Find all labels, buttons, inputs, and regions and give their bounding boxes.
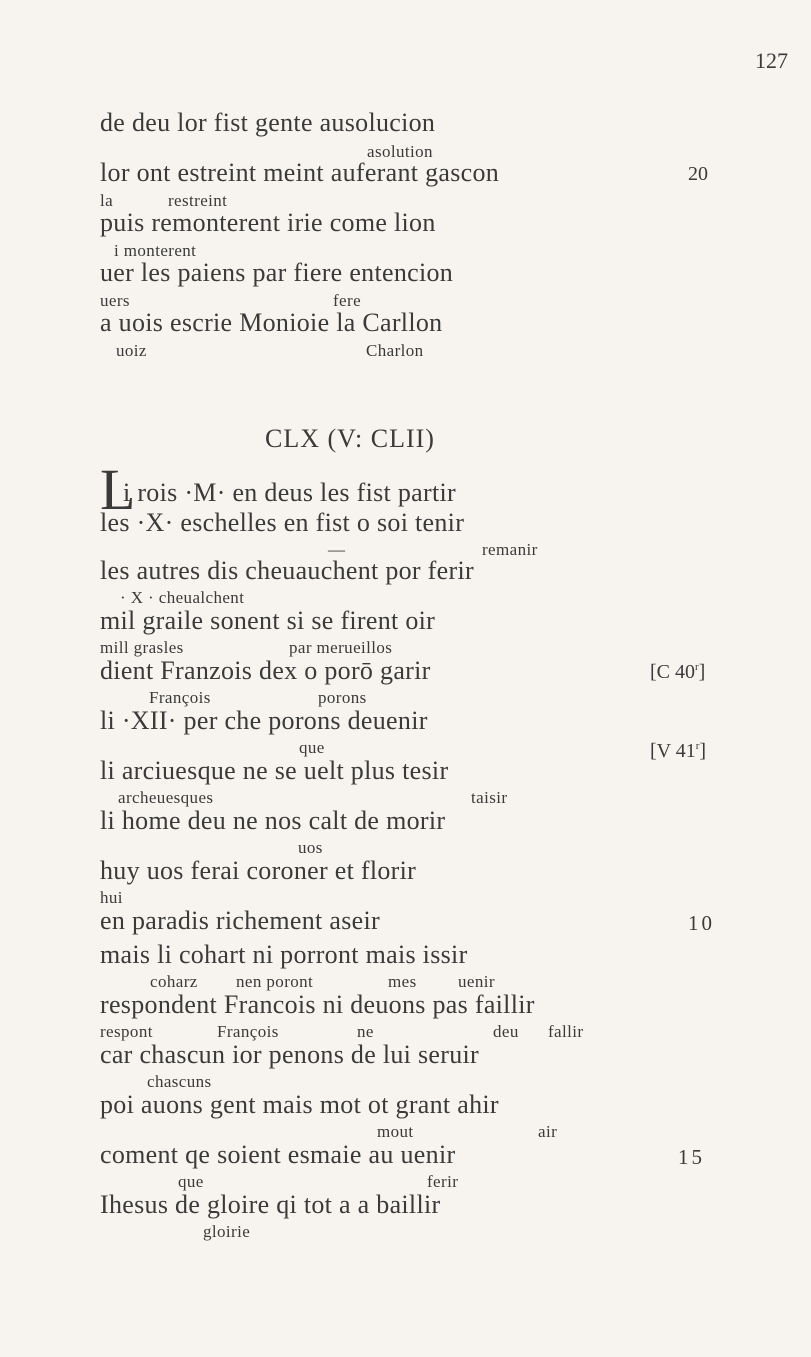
variant-reading: porons [318, 688, 367, 707]
verse-line: mil graile sonent si se firent oir [100, 606, 436, 635]
variant-reading: Charlon [366, 341, 424, 360]
manuscript-folio-ref: [C 40$^r$] [650, 661, 706, 683]
variant-reading: uos [298, 838, 323, 857]
verse-line: uer les paiens par fiere entencion [100, 258, 454, 287]
variant-reading: uers [100, 291, 130, 310]
drop-cap-initial: L [100, 457, 136, 522]
line-number: 15 [678, 1145, 705, 1169]
variant-reading: nen poront [236, 972, 314, 991]
variant-reading: mill grasles [100, 638, 184, 657]
verse-line-text: i rois ·M· en deus les fist partir [123, 478, 456, 507]
variant-reading: la [100, 191, 114, 210]
verse-line: dient Franzois dex o porō garir [100, 656, 431, 685]
line-number: 20 [688, 163, 708, 185]
verse-line: en paradis richement aseir [100, 906, 380, 935]
variant-reading: que [178, 1172, 204, 1191]
variant-reading: François [149, 688, 211, 707]
verse-line-with-initial [100, 457, 456, 522]
variant-reading: uoiz [116, 341, 147, 360]
verse-line: de deu lor fist gente ausolucion [100, 108, 436, 137]
verse-line: huy uos ferai coroner et florir [100, 856, 417, 885]
variant-reading: archeuesques [118, 788, 214, 807]
manuscript-folio-ref: [V 41$^r$] [650, 740, 707, 762]
variant-reading: fere [333, 291, 362, 310]
line-number: 10 [688, 911, 715, 935]
verse-line: car chascun ior penons de lui seruir [100, 1040, 480, 1069]
verse-line: li arciuesque ne se uelt plus tesir [100, 756, 449, 785]
verse-line: respondent Francois ni deuons pas faillir [100, 990, 535, 1019]
variant-reading: que [299, 738, 325, 757]
variant-reading: chascuns [147, 1072, 212, 1091]
variant-reading: · X · cheualchent [120, 588, 245, 607]
verse-line: les ·X· eschelles en fist o soi tenir [100, 508, 465, 537]
variant-reading: ferir [427, 1172, 459, 1191]
page-number: 127 [755, 48, 788, 73]
verse-line: puis remonterent irie come lion [100, 208, 436, 237]
verse-line: lor ont estreint meint auferant gascon [100, 158, 500, 187]
verse-line: mais li cohart ni porront mais issir [100, 940, 468, 969]
verse-line: les autres dis cheuauchent por ferir [100, 556, 474, 585]
variant-reading: mout [377, 1122, 414, 1141]
variant-reading: ne [357, 1022, 374, 1041]
variant-reading: restreint [168, 191, 228, 210]
variant-reading: par merueillos [289, 638, 393, 657]
variant-reading: remanir [482, 540, 538, 559]
verse-line: poi auons gent mais mot ot grant ahir [100, 1090, 499, 1119]
laisse-heading: CLX (V: CLII) [265, 424, 435, 453]
verse-line: coment qe soient esmaie au uenir [100, 1140, 456, 1169]
variant-reading: — [328, 540, 346, 559]
variant-reading: uenir [458, 972, 495, 991]
verse-line: li home deu ne nos calt de morir [100, 806, 446, 835]
variant-reading: respont [100, 1022, 153, 1041]
verse-line: Ihesus de gloire qi tot a a baillir [100, 1190, 441, 1219]
variant-reading: air [538, 1122, 558, 1141]
variant-reading: mes [388, 972, 417, 991]
variant-reading: fallir [548, 1022, 584, 1041]
variant-reading: gloirie [203, 1222, 251, 1241]
variant-reading: asolution [367, 142, 433, 161]
verse-line: a uois escrie Monioie la Carllon [100, 308, 443, 337]
variant-reading: hui [100, 888, 123, 907]
variant-reading: deu [493, 1022, 519, 1041]
variant-reading: François [217, 1022, 279, 1041]
variant-reading: coharz [150, 972, 198, 991]
variant-reading: taisir [471, 788, 508, 807]
verse-line: li ·XII· per che porons deuenir [100, 706, 428, 735]
variant-reading: i monterent [114, 241, 197, 260]
